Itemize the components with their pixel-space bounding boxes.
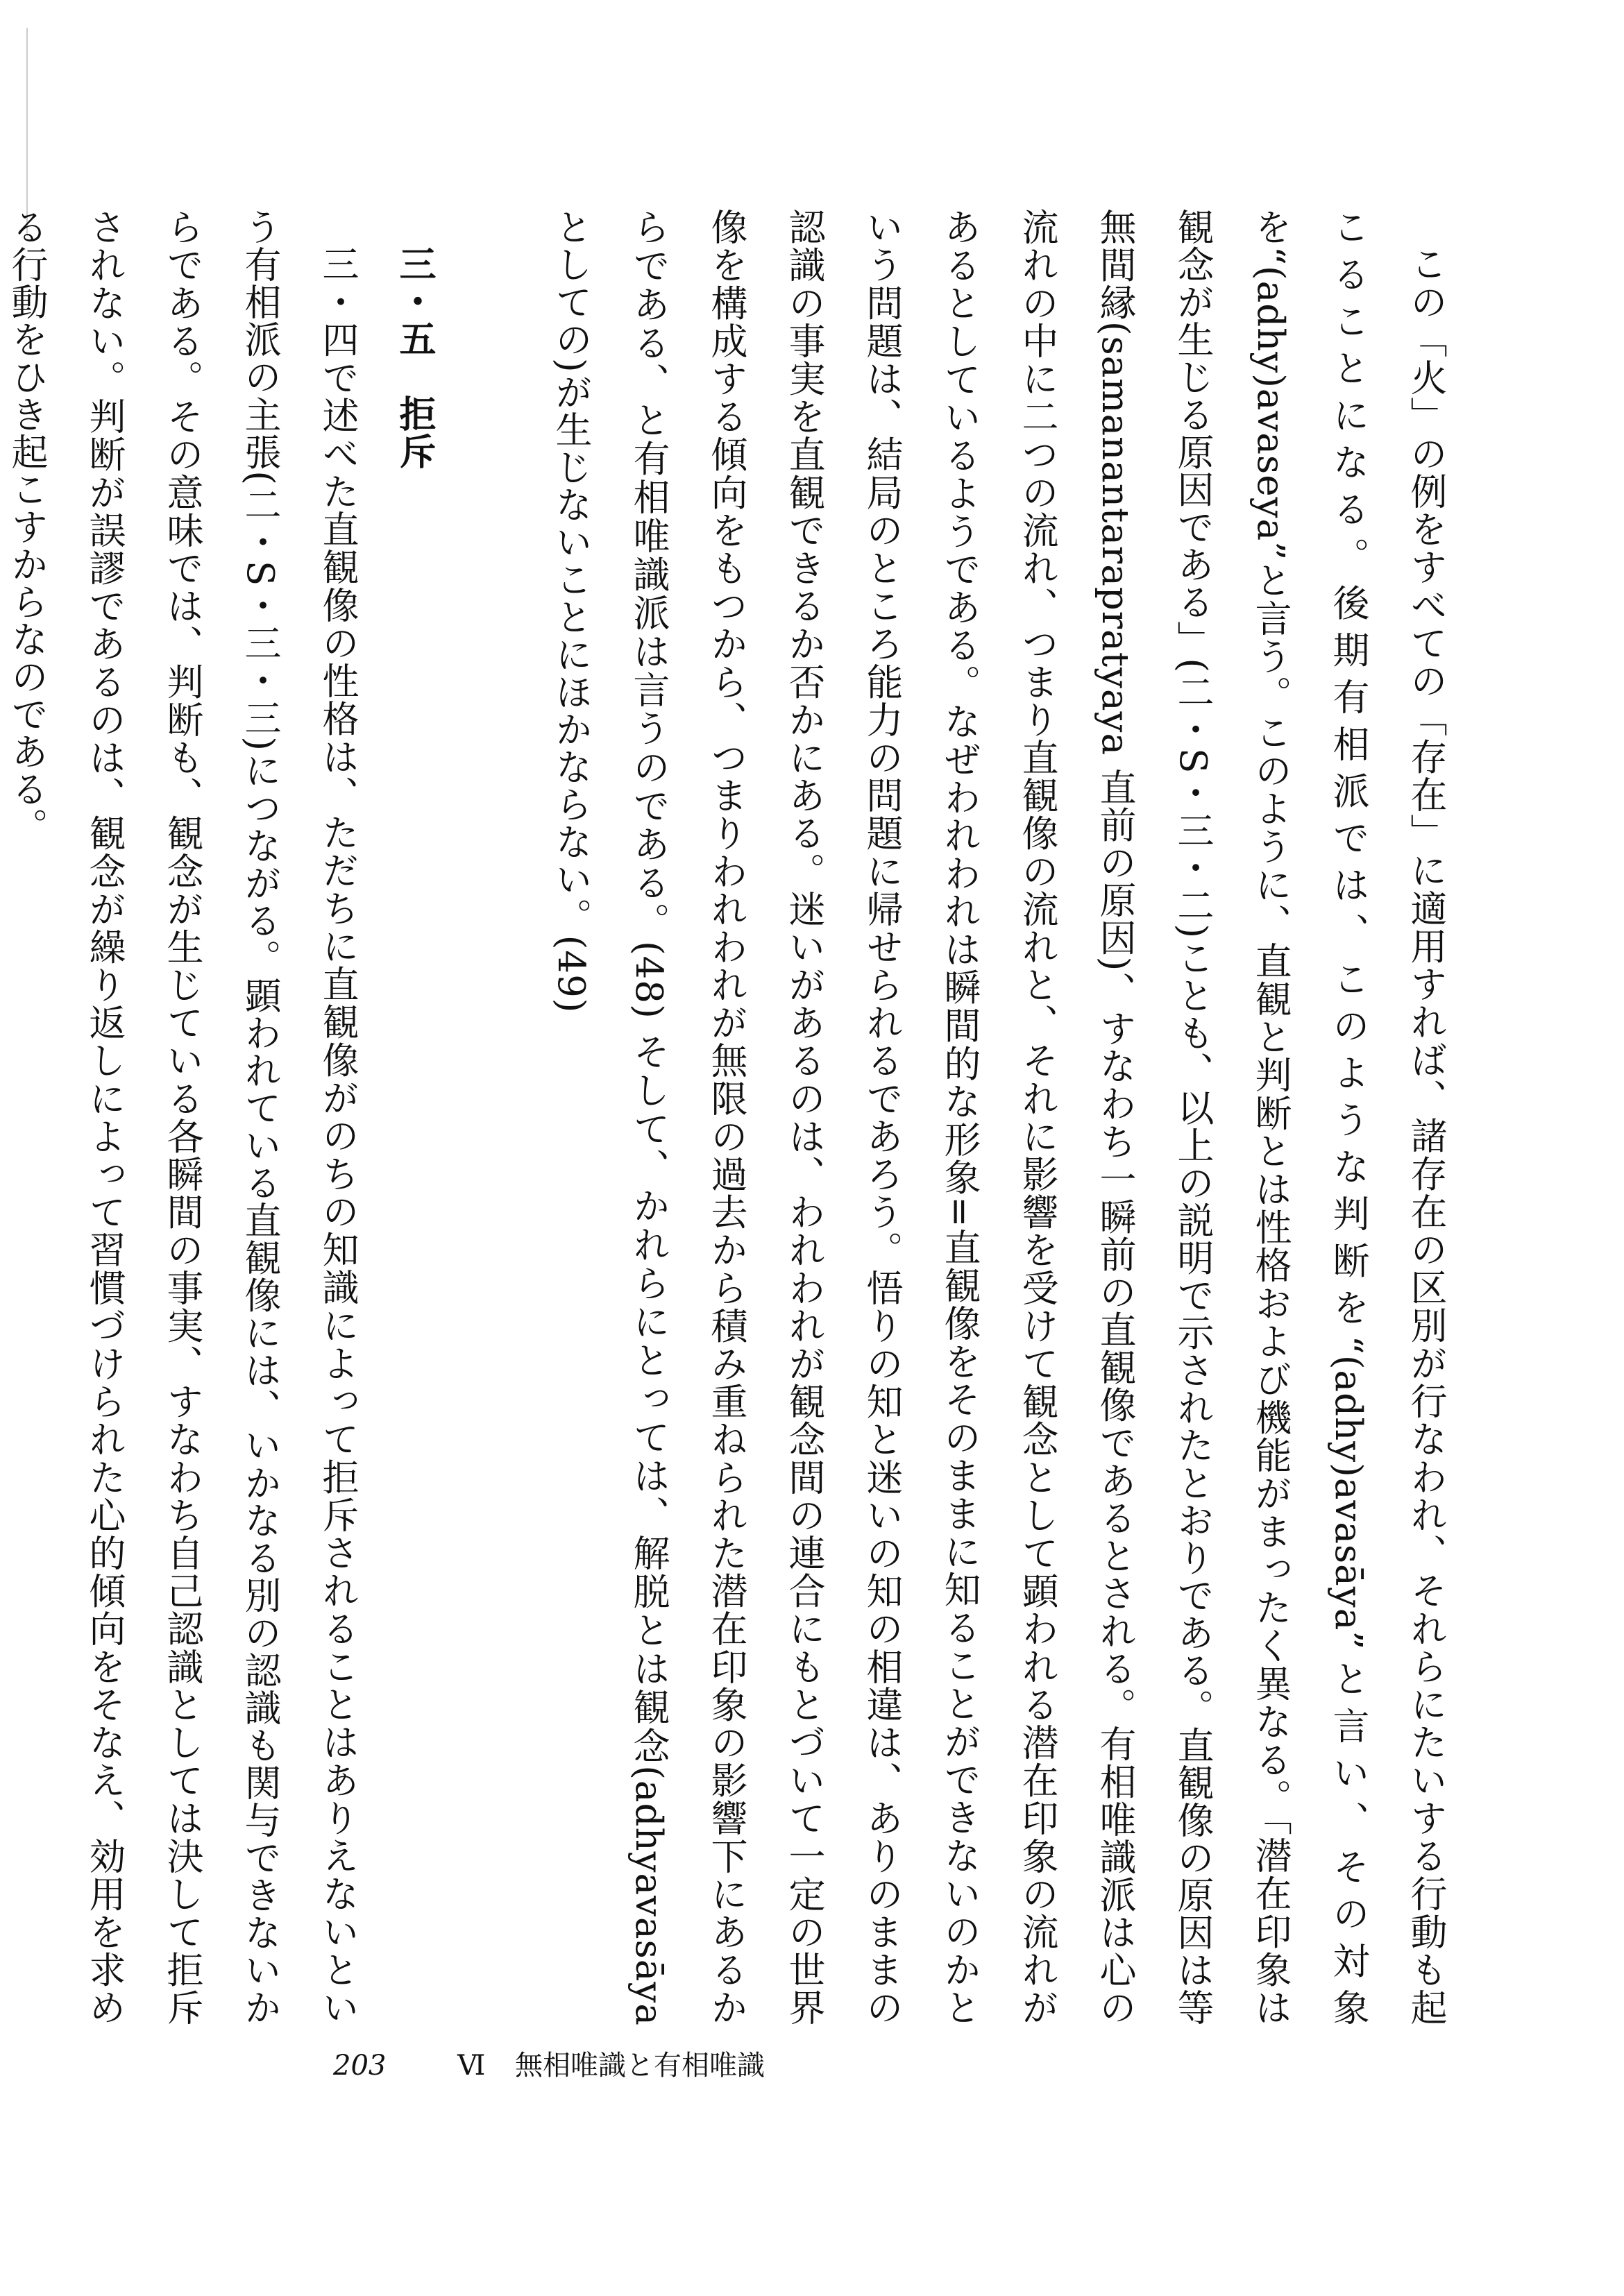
vertical-body-text [0,208,1464,2026]
paragraph-2: 三・四で述べた直観像の性格は、ただちに直観像がのちの知識によって拒斥されることはありえないという有相派の主張(二・S・三・三)につながる。顕われている直観像には、いかなる別の認識も関与できないからである。その意味では、判断も、観念が生じている各瞬間の事実、すなわち自己認識としては決して拒斥されない。判断が誤謬であるのは、観念が繰り返しによって習慣づけられた心的傾向をそなえ、効用を求める行動をひき起こすからなのである。 [6,208,359,2026]
page-number: 203 [333,2050,387,2082]
section-heading: 三・五 拒斥 [394,245,437,470]
chapter-number: Ⅵ [457,2050,486,2082]
page-footer [333,2043,765,2083]
paragraph-1: この「火」の例をすべての「存在」に適用すれば、諸存在の区別が行なわれ、それらにたいする行動も起こることになる。後期有相派では、このような判断を“(adhy)avasāya”と言い、その対象を“(adhy)avaseya”と言う。このように、直観と判断とは性格および機能がまったく異なる。「潜在印象は観念が生じる原因である」(二・S・三・二)ことも、以上の説明で示されたとおりである。直観像の原因は等無間縁(samanantarapratyaya 直前の原因)、すなわち一瞬前の直観像であるとされる。有相唯識派は心の流れの中に二つの流れ、つまり直観像の流れと、それに影響を受けて観念として顕われる潜在印象の流れがあるとしているようである。なぜわれわれは瞬間的な形象=直観像をそのままに知ることができないのかという問題は、結局のところ能力の問題に帰せられるであろう。悟りの知と迷いの知の相違は、ありのままの認識の事実を直観できるか否かにある。迷いがあるのは、われわれが観念間の連合にもとづいて一定の世界像を構成する傾向をもつから、つまりわれわれが無限の過去から積み重ねられた潜在印象の影響下にあるからである、と有相唯識派は言うのである。(48) そして、かれらにとっては、解脱とは観念(adhyavasāya としての)が生じないことにほかならない。(49) [550,208,1447,2027]
scan-margin-line [26,28,28,236]
chapter-title: 無相唯識と有相唯識 [515,2050,766,2082]
